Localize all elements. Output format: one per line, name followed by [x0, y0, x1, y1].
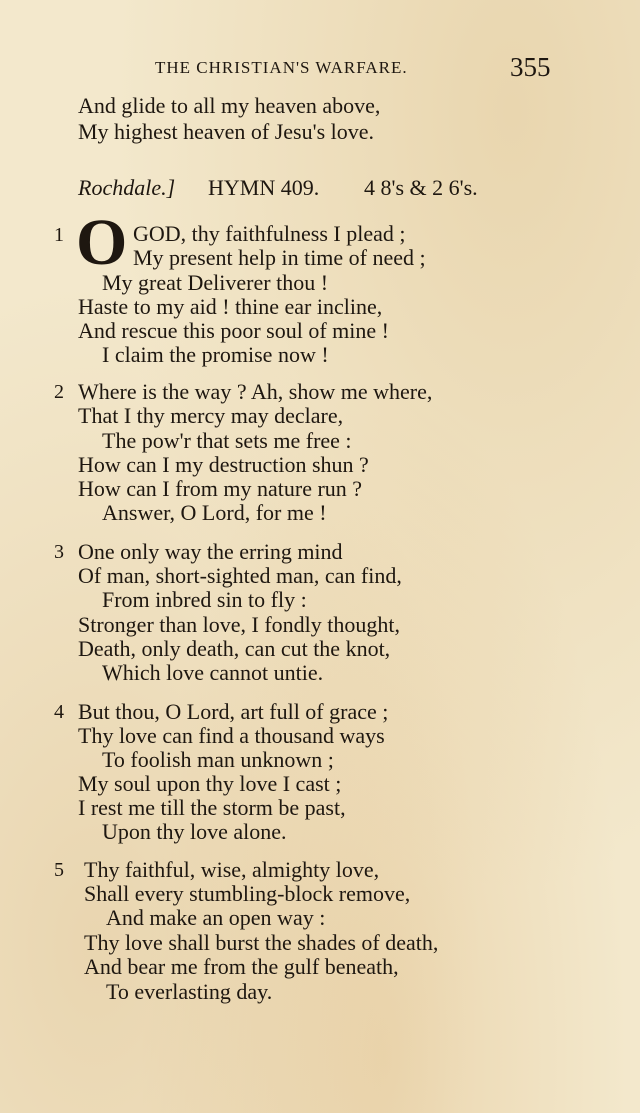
hymn-line: The pow'r that sets me free :: [102, 428, 352, 453]
stanza-number: 3: [54, 541, 64, 563]
hymn-line: And bear me from the gulf beneath,: [84, 954, 399, 979]
hymn-line: To foolish man unknown ;: [102, 747, 334, 772]
stanza-number: 2: [54, 381, 64, 403]
hymn-line: How can I my destruction shun ?: [78, 452, 369, 477]
hymn-meter: 4 8's & 2 6's.: [364, 175, 478, 200]
hymn-line: And rescue this poor soul of mine !: [78, 318, 389, 343]
hymn-line: Which love cannot untie.: [102, 660, 324, 685]
hymn-line: My soul upon thy love I cast ;: [78, 771, 342, 796]
stanza-number: 4: [54, 701, 64, 723]
hymn-line: Thy faithful, wise, almighty love,: [84, 857, 380, 882]
hymn-line: I rest me till the storm be past,: [78, 795, 346, 820]
hymn-line: From inbred sin to fly :: [102, 587, 307, 612]
running-title: THE CHRISTIAN'S WARFARE.: [155, 58, 408, 77]
hymn-line: Of man, short-sighted man, can find,: [78, 563, 402, 588]
hymn-number: HYMN 409.: [208, 175, 320, 200]
hymn-line: My present help in time of need ;: [133, 245, 426, 270]
stanza-number: 1: [54, 224, 64, 246]
hymn-line: I claim the promise now !: [102, 342, 329, 367]
carryover-line: My highest heaven of Jesu's love.: [78, 119, 375, 144]
stanza-number: 5: [54, 859, 64, 881]
hymn-line: GOD, thy faithfulness I plead ;: [133, 221, 406, 246]
hymn-line: My great Deliverer thou !: [102, 270, 329, 295]
hymn-line: Stronger than love, I fondly thought,: [78, 612, 401, 637]
drop-cap: O: [76, 206, 128, 279]
hymn-line: That I thy mercy may declare,: [78, 403, 344, 428]
hymn-line: Death, only death, can cut the knot,: [78, 636, 391, 661]
hymn-line: How can I from my nature run ?: [78, 476, 363, 501]
hymn-line: Shall every stumbling-block remove,: [84, 881, 411, 906]
carryover-line: And glide to all my heaven above,: [78, 93, 381, 118]
hymn-line: Upon thy love alone.: [102, 819, 287, 844]
hymn-line: One only way the erring mind: [78, 539, 343, 564]
hymn-line: Thy love shall burst the shades of death,: [84, 930, 439, 955]
hymn-line: To everlasting day.: [106, 979, 273, 1004]
page-number: 355: [510, 52, 551, 82]
tune-name: Rochdale.]: [78, 175, 176, 200]
hymn-line: But thou, O Lord, art full of grace ;: [78, 699, 389, 724]
hymn-line: Where is the way ? Ah, show me where,: [78, 379, 433, 404]
hymn-line: Answer, O Lord, for me !: [102, 500, 327, 525]
hymn-line: Thy love can find a thousand ways: [78, 723, 385, 748]
hymn-line: And make an open way :: [106, 905, 326, 930]
hymn-line: Haste to my aid ! thine ear incline,: [78, 294, 383, 319]
